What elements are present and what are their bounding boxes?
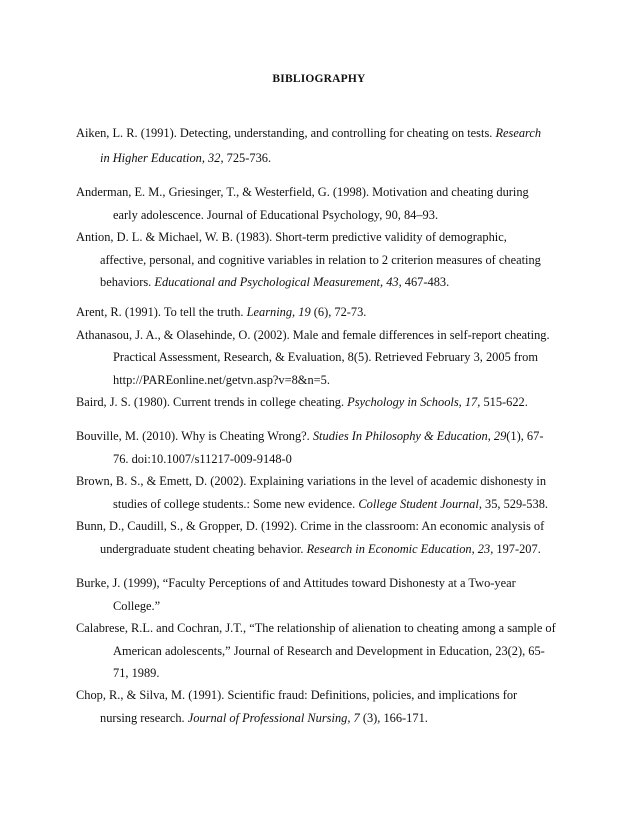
reference-line xyxy=(76,230,507,244)
reference-line xyxy=(76,576,516,590)
reference-line xyxy=(76,429,543,443)
text-segment: Arent, R. (1991). To tell the truth. xyxy=(76,305,247,319)
text-segment: Brown, B. S., & Emett, D. (2002). Explaining variations in the level of academic dishonesty in xyxy=(76,474,547,488)
text-segment: Anderman, E. M., Griesinger, T., & Westerfield, G. (1998). Motivation and cheating during xyxy=(76,185,529,199)
italic-segment: Research xyxy=(495,126,542,140)
italic-segment: Educational and Psychological Measurement, 43, xyxy=(154,275,402,289)
reference-line xyxy=(100,542,541,556)
text-segment: 71, 1989. xyxy=(113,666,160,680)
text-segment: (1), 67- xyxy=(506,429,544,443)
reference-line xyxy=(113,208,438,222)
text-segment: affective, personal, and cognitive variables in relation to 2 criterion measures of cheating xyxy=(100,253,541,267)
italic-segment: Research in Economic Education, 23, xyxy=(306,542,494,556)
reference-line xyxy=(76,126,541,140)
text-segment: Practical Assessment, Research, & Evaluation, 8(5). Retrieved February 3, 2005 from xyxy=(113,350,538,364)
text-segment: undergraduate student cheating behavior. xyxy=(100,542,307,556)
reference-line xyxy=(113,350,538,364)
italic-segment: 29 xyxy=(493,429,507,443)
text-segment: American adolescents,” Journal of Research and Development in Education, 23(2), 65- xyxy=(113,644,545,658)
text-segment: College.” xyxy=(113,599,161,613)
text-segment: Calabrese, R.L. and Cochran, J.T., “The relationship of alienation to cheating among a sample of xyxy=(76,621,556,635)
reference-line xyxy=(113,497,548,511)
text-segment: Athanasou, J. A., & Olasehinde, O. (2002). Male and female differences in self-report cheating. xyxy=(76,328,550,342)
text-segment: studies of college students.: Some new evidence. xyxy=(113,497,359,511)
text-segment: behaviors. xyxy=(100,275,155,289)
text-segment: 76. doi:10.1007/s11217-009-9148-0 xyxy=(113,452,292,466)
text-segment: (6), 72-73. xyxy=(310,305,367,319)
reference-line xyxy=(113,644,545,658)
italic-segment: Psychology in Schools, 17, xyxy=(347,395,481,409)
text-segment: Bouville, M. (2010). Why is Cheating Wrong?. xyxy=(76,429,313,443)
text-segment: 515-622. xyxy=(480,395,528,409)
italic-segment: Studies In Philosophy & Education xyxy=(312,429,488,443)
reference-line xyxy=(76,688,517,702)
text-segment: 197-207. xyxy=(493,542,541,556)
text-segment: nursing research. xyxy=(100,711,188,725)
text-segment: Aiken, L. R. (1991). Detecting, understanding, and controlling for cheating on tests. xyxy=(76,126,496,140)
text-segment: Chop, R., & Silva, M. (1991). Scientific fraud: Definitions, policies, and implications for xyxy=(76,688,518,702)
italic-segment: Learning, 19 xyxy=(246,305,311,319)
reference-line xyxy=(100,253,541,267)
text-segment: Antion, D. L. & Michael, W. B. (1983). Short-term predictive validity of demographic, xyxy=(76,230,507,244)
reference-line xyxy=(100,275,449,289)
italic-segment: Journal of Professional Nursing, 7 xyxy=(187,711,360,725)
reference-line xyxy=(76,305,366,319)
text-segment: http://PAREonline.net/getvn.asp?v=8&n=5. xyxy=(113,373,330,387)
page-title: BIBLIOGRAPHY xyxy=(272,73,366,85)
italic-segment: in Higher Education, 32, xyxy=(100,151,224,165)
text-segment: , 35, 529-538. xyxy=(478,497,548,511)
text-segment: early adolescence. Journal of Educational Psychology, 90, 84–93. xyxy=(113,208,439,222)
text-segment: 467-483. xyxy=(401,275,450,289)
text-segment: , xyxy=(487,429,494,443)
text-segment: Burke, J. (1999), “Faculty Perceptions of and Attitudes toward Dishonesty at a Two-year xyxy=(76,576,516,590)
text-segment: (3), 166-171. xyxy=(359,711,428,725)
reference-line xyxy=(113,666,159,680)
reference-line xyxy=(76,474,546,488)
text-segment: Baird, J. S. (1980). Current trends in college cheating. xyxy=(76,395,348,409)
reference-line xyxy=(113,599,160,613)
reference-line xyxy=(76,395,528,409)
italic-segment: College Student Journal xyxy=(358,497,479,511)
reference-line xyxy=(76,185,529,199)
reference-line xyxy=(100,711,428,725)
reference-line xyxy=(76,621,556,635)
reference-line xyxy=(113,373,330,387)
text-segment: Bunn, D., Caudill, S., & Gropper, D. (1992). Crime in the classroom: An economic analysis of xyxy=(76,519,545,533)
text-segment: 725-736. xyxy=(223,151,272,165)
reference-line xyxy=(76,519,544,533)
reference-line xyxy=(100,151,271,165)
reference-line xyxy=(113,452,292,466)
reference-line xyxy=(76,328,550,342)
